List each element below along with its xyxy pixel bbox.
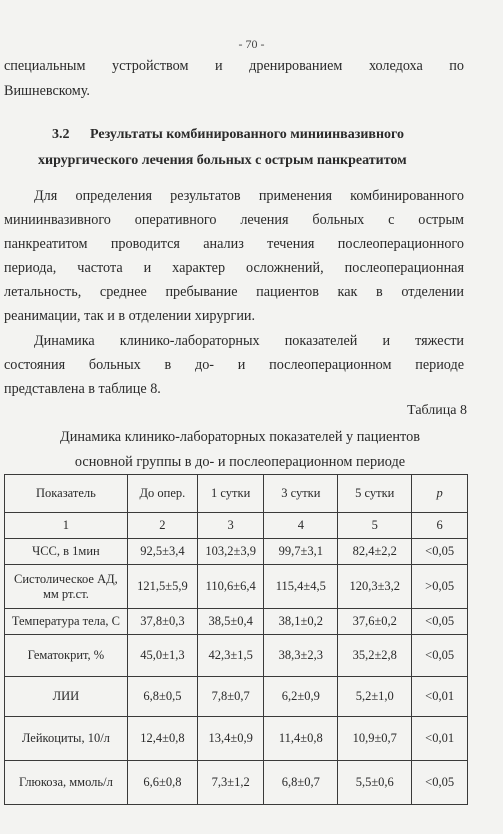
table-cell: Систолическое АД, мм рт.ст. [5, 565, 128, 609]
paragraph-2-line: панкреатитом проводится анализ течения послеоперационного [4, 236, 464, 252]
table-cell: 115,4±4,5 [264, 565, 338, 609]
table-row [5, 717, 468, 761]
page-number: - 70 - [238, 37, 265, 51]
table-header-cell: Показатель [5, 475, 128, 513]
table-header-cell: До опер. [127, 475, 197, 513]
table-cell: 6,2±0,9 [264, 677, 338, 717]
table-cell: 38,1±0,2 [264, 609, 338, 635]
table-title-line-1: Динамика клинико-лабораторных показателей у пациентов [59, 429, 421, 445]
table-cell: 38,3±2,3 [264, 635, 338, 677]
table-cell: 13,4±0,9 [197, 717, 263, 761]
table-label: Таблица 8 [407, 403, 467, 418]
table-row [5, 565, 468, 609]
paragraph-3-line: состояния больных в до- и послеоперационном периоде [4, 357, 464, 373]
table-cell: 92,5±3,4 [127, 539, 197, 565]
table-cell: 35,2±2,8 [338, 635, 412, 677]
paragraph-3-line: представлена в таблице 8. [4, 381, 161, 397]
table-cell: 5,5±0,6 [338, 761, 412, 805]
table-cell: 42,3±1,5 [197, 635, 263, 677]
section-title-line-1: Результаты комбинированного миниинвазивного [90, 127, 405, 142]
table-cell: 99,7±3,1 [264, 539, 338, 565]
table-cell: 37,6±0,2 [338, 609, 412, 635]
table-cell: 10,9±0,7 [338, 717, 412, 761]
table-row [5, 539, 468, 565]
table-cell: <0,05 [412, 539, 468, 565]
paragraph-2-line: Для определения результатов применения комбинированного [34, 188, 464, 204]
data-table [4, 474, 468, 805]
table-header-cell: 5 сутки [338, 475, 412, 513]
table-cell: 7,3±1,2 [197, 761, 263, 805]
table-cell: 110,6±6,4 [197, 565, 263, 609]
table-cell: 82,4±2,2 [338, 539, 412, 565]
table-number-cell: 1 [5, 513, 128, 539]
paragraph-2-line: летальность, среднее пребывание пациентов как в отделении [4, 284, 464, 300]
paragraph-2-line: периода, частота и характер осложнений, послеоперационная [4, 260, 464, 276]
table-cell: ЛИИ [5, 677, 128, 717]
section-title-line-2: хирургического лечения больных с острым панкреатитом [38, 153, 407, 168]
table-cell: 121,5±5,9 [127, 565, 197, 609]
paragraph-3-line: Динамика клинико-лабораторных показателей и тяжести [34, 333, 464, 349]
table-row [5, 677, 468, 717]
table-cell: 12,4±0,8 [127, 717, 197, 761]
table-number-cell: 6 [412, 513, 468, 539]
table-cell: >0,05 [412, 565, 468, 609]
table-header-row [5, 475, 468, 513]
table-number-cell: 2 [127, 513, 197, 539]
table-header-cell: 3 сутки [264, 475, 338, 513]
table-cell: Глюкоза, ммоль/л [5, 761, 128, 805]
table-cell: Температура тела, С [5, 609, 128, 635]
table-cell: <0,05 [412, 635, 468, 677]
paragraph-1-line-2: Вишневскому. [4, 83, 90, 99]
table-number-cell: 3 [197, 513, 263, 539]
section-number: 3.2 [52, 127, 70, 142]
table-number-cell: 5 [338, 513, 412, 539]
paragraph-2-line: миниинвазивного оперативного лечения больных с острым [4, 212, 464, 228]
table-row [5, 609, 468, 635]
table-cell: 5,2±1,0 [338, 677, 412, 717]
table-cell: 45,0±1,3 [127, 635, 197, 677]
table-row [5, 761, 468, 805]
table-cell: 103,2±3,9 [197, 539, 263, 565]
table-cell: 6,8±0,7 [264, 761, 338, 805]
table-header-cell: 1 сутки [197, 475, 263, 513]
table-header-cell: p [412, 475, 468, 513]
table-cell: <0,05 [412, 761, 468, 805]
table-cell: 37,8±0,3 [127, 609, 197, 635]
table-title-line-2: основной группы в до- и послеоперационном периоде [74, 454, 406, 470]
table-cell: 7,8±0,7 [197, 677, 263, 717]
table-cell: 6,8±0,5 [127, 677, 197, 717]
table-number-cell: 4 [264, 513, 338, 539]
table-cell: Гематокрит, % [5, 635, 128, 677]
paragraph-1-line-1: специальным устройством и дренированием холедоха по [4, 58, 464, 74]
table-number-row [5, 513, 468, 539]
table-cell: <0,01 [412, 677, 468, 717]
table-cell: 6,6±0,8 [127, 761, 197, 805]
table-row [5, 635, 468, 677]
table-cell: <0,01 [412, 717, 468, 761]
table-cell: ЧСС, в 1мин [5, 539, 128, 565]
paragraph-2-line: реанимации, так и в отделении хирургии. [4, 308, 256, 324]
table-cell: 38,5±0,4 [197, 609, 263, 635]
table-cell: Лейкоциты, 10/л [5, 717, 128, 761]
table-cell: 11,4±0,8 [264, 717, 338, 761]
table-cell: 120,3±3,2 [338, 565, 412, 609]
table-cell: <0,05 [412, 609, 468, 635]
